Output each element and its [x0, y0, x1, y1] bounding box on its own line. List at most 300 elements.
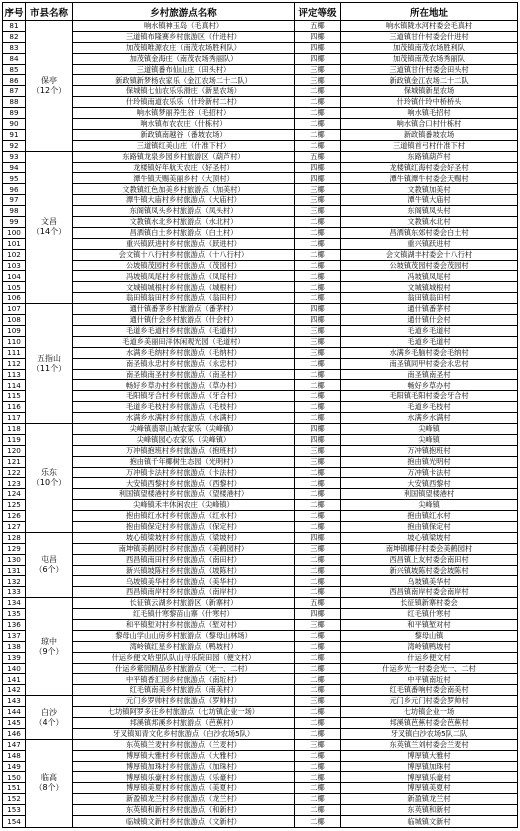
table-row — [3, 304, 518, 315]
grade-cell: 二椰 — [295, 663, 341, 674]
table-row — [3, 315, 518, 326]
row-number: 94 — [3, 162, 26, 173]
grade-cell: 二椰 — [295, 478, 341, 489]
row-number: 125 — [3, 500, 26, 511]
table-row — [3, 652, 518, 663]
grade-cell: 三椰 — [295, 75, 341, 86]
row-number: 91 — [3, 129, 26, 140]
grade-cell: 三椰 — [295, 184, 341, 195]
header-county: 市县名称 — [26, 3, 73, 21]
address-cell: 文城镇城根村 — [341, 282, 518, 293]
grade-cell: 二椰 — [295, 816, 341, 828]
site-name: 七坊镇阿罗多汪乡村旅游点（七坊镇企业一场） — [73, 707, 295, 718]
grade-cell: 二椰 — [295, 554, 341, 565]
site-name: 毛道乡毛道村乡村旅游点（毛道村） — [73, 325, 295, 336]
address-cell: 长征镇新寨村委会 — [341, 598, 518, 609]
grade-cell: 二椰 — [295, 238, 341, 249]
row-number: 97 — [3, 195, 26, 206]
address-cell: 和平镇堑对村 — [341, 619, 518, 630]
address-cell: 南圣镇南圣村 — [341, 369, 518, 380]
row-number: 134 — [3, 598, 26, 609]
county-count: （12个） — [31, 85, 67, 95]
table-row — [3, 478, 518, 489]
grade-cell: 三椰 — [295, 64, 341, 75]
row-number: 98 — [3, 206, 26, 217]
row-number: 95 — [3, 173, 26, 184]
grade-cell: 四椰 — [295, 423, 341, 434]
grade-cell: 二椰 — [295, 565, 341, 576]
site-name: 博厚镇美夏村乡村旅游点（美夏村） — [73, 783, 295, 794]
row-number: 135 — [3, 609, 26, 620]
table-row — [3, 97, 518, 108]
table-row — [3, 489, 518, 500]
address-cell: 三道镇甘什村委会田头村 — [341, 64, 518, 75]
table-row — [3, 75, 518, 86]
site-name: 邦溪镇邦溪乡村旅游点（芭蕉村） — [73, 718, 295, 729]
grade-cell: 三椰 — [295, 619, 341, 630]
table-row — [3, 249, 518, 260]
row-number: 111 — [3, 347, 26, 358]
site-name: 西昌镇南岸村乡村旅游点（南岸村） — [73, 587, 295, 598]
row-number: 123 — [3, 478, 26, 489]
row-number: 136 — [3, 619, 26, 630]
address-cell: 三道镇首弓村什准下村 — [341, 140, 518, 151]
row-number: 89 — [3, 108, 26, 119]
table-row — [3, 260, 518, 271]
grade-cell: 二椰 — [295, 402, 341, 413]
grade-cell: 二椰 — [295, 282, 341, 293]
row-number: 122 — [3, 467, 26, 478]
county-name: 临高 — [41, 773, 57, 783]
grade-cell: 二椰 — [295, 761, 341, 772]
site-name: 湾岭镇红星乡村旅游点（鸭坡村） — [73, 641, 295, 652]
site-name: 抱由镇红水村乡村旅游点（红水村） — [73, 511, 295, 522]
address-cell: 潭牛镇潭牛村委会天赐村 — [341, 173, 518, 184]
row-number: 143 — [3, 696, 26, 707]
county-cell — [26, 532, 73, 597]
site-name: 万冲镇抱班村乡村旅游点（抱班村） — [73, 445, 295, 456]
grade-cell: 二椰 — [295, 293, 341, 304]
address-cell: 毛阳镇毛阳村委会牙合村 — [341, 391, 518, 402]
table-row — [3, 707, 518, 718]
county-count: （4个） — [34, 717, 64, 727]
row-number: 133 — [3, 587, 26, 598]
row-number: 150 — [3, 772, 26, 783]
site-name: 毛阳镇牙合村乡村旅游点（牙合村） — [73, 391, 295, 402]
county-cell — [26, 21, 73, 152]
row-number: 149 — [3, 761, 26, 772]
address-cell: 博厚镇加珠村 — [341, 761, 518, 772]
grade-cell: 二椰 — [295, 391, 341, 402]
row-number: 104 — [3, 271, 26, 282]
site-name: 黎母山学山山房乡村旅游点（黎母山林场） — [73, 630, 295, 641]
site-name: 响水镇神玉岛（毛真村） — [73, 21, 295, 32]
site-name: 加茂镇唯源农庄（南茂农场胜利队） — [73, 42, 295, 53]
row-number: 109 — [3, 325, 26, 336]
row-number: 85 — [3, 64, 26, 75]
table-row — [3, 108, 518, 119]
row-number: 142 — [3, 685, 26, 696]
address-cell: 毛道乡毛道村 — [341, 336, 518, 347]
grade-cell: 三椰 — [295, 347, 341, 358]
grade-cell: 四椰 — [295, 609, 341, 620]
address-cell: 水满乡水满村 — [341, 413, 518, 424]
site-name: 畅好乡草办村乡村旅游点（草办村） — [73, 380, 295, 391]
grade-cell: 四椰 — [295, 532, 341, 543]
table-row — [3, 750, 518, 761]
grade-cell: 三椰 — [295, 543, 341, 554]
table-row — [3, 543, 518, 554]
address-cell: 昌洒镇东郊村委会白土村 — [341, 227, 518, 238]
address-cell: 西昌镇南岸村委会南岸村 — [341, 587, 518, 598]
grade-cell: 二椰 — [295, 772, 341, 783]
row-number: 108 — [3, 315, 26, 326]
grade-cell: 二椰 — [295, 805, 341, 816]
site-name: 和平镇堑对村乡村旅游点（堑对村） — [73, 619, 295, 630]
grade-cell: 二椰 — [295, 217, 341, 228]
site-name: 乌坡镇美华村乡村旅游点（美华村） — [73, 576, 295, 587]
grade-cell: 三椰 — [295, 325, 341, 336]
address-cell: 龙楼镇红海村委会好圣村 — [341, 162, 518, 173]
site-name: 昌洒镇白土乡村旅游点（白土村） — [73, 227, 295, 238]
address-cell: 什运乡光一村委会光一、二村 — [341, 663, 518, 674]
grade-cell: 二椰 — [295, 750, 341, 761]
row-number: 103 — [3, 260, 26, 271]
address-cell: 什玲镇什玲中桥桥头 — [341, 97, 518, 108]
row-number: 102 — [3, 249, 26, 260]
grade-cell: 二椰 — [295, 140, 341, 151]
row-number: 99 — [3, 217, 26, 228]
row-number: 131 — [3, 565, 26, 576]
grade-cell: 二椰 — [295, 511, 341, 522]
row-number: 120 — [3, 445, 26, 456]
table-row — [3, 576, 518, 587]
address-cell: 潭牛镇大庙村 — [341, 195, 518, 206]
site-name: 博厚镇大雅村乡村旅游点（大雅村） — [73, 750, 295, 761]
table-row — [3, 554, 518, 565]
site-name: 保城镇七仙农乐乐滑庄（新星农场） — [73, 86, 295, 97]
address-cell: 会文镇湖丰村委会十八行村 — [341, 249, 518, 260]
row-number: 121 — [3, 456, 26, 467]
header-row — [3, 3, 518, 21]
address-cell: 西昌镇上友村委会南田村 — [341, 554, 518, 565]
address-cell: 大安镇西黎村 — [341, 478, 518, 489]
grade-cell: 二椰 — [295, 97, 341, 108]
header-no: 序号 — [3, 3, 26, 21]
site-name: 重兴镇跃进村乡村旅游点（跃进村） — [73, 238, 295, 249]
site-name: 通什镇番茅乡村旅游点（番茅村） — [73, 304, 295, 315]
site-name: 南圣镇南圣村乡村旅游点（南圣村） — [73, 369, 295, 380]
row-number: 87 — [3, 86, 26, 97]
table-row — [3, 674, 518, 685]
address-cell: 通什镇番茅村 — [341, 304, 518, 315]
site-name: 潭牛镇天赐美丽乡村（大顶村） — [73, 173, 295, 184]
table-row — [3, 423, 518, 434]
address-cell: 冯坡镇凤尾村 — [341, 271, 518, 282]
site-name: 临城镇文新村乡村旅游点（文新村） — [73, 816, 295, 828]
site-name: 响水镇梦丽养生谷（毛招村） — [73, 108, 295, 119]
site-name: 东英镇兰麦村乡村旅游点（兰麦村） — [73, 739, 295, 750]
site-name: 冯坡镇凤尾村乡村旅游点（凤尾村） — [73, 271, 295, 282]
row-number: 92 — [3, 140, 26, 151]
address-cell: 七坊镇企业一场 — [341, 707, 518, 718]
table-row — [3, 238, 518, 249]
grade-cell: 二椰 — [295, 86, 341, 97]
site-name: 文教镇红色加美乡村旅游点（加美村） — [73, 184, 295, 195]
table-row — [3, 391, 518, 402]
site-name: 东路镇龙泉乡园乡村旅游区（葫芦村） — [73, 151, 295, 162]
site-name: 抱由镇千年椰树生态园（光明村） — [73, 456, 295, 467]
row-number: 84 — [3, 53, 26, 64]
county-name: 文昌 — [41, 217, 57, 227]
site-name: 牙叉镇知青文化乡村旅游点（白沙农场5队） — [73, 728, 295, 739]
rural-tourism-table — [2, 2, 518, 828]
site-name: 利国镇望楼港村乡村旅游点（望楼港村） — [73, 489, 295, 500]
county-cell — [26, 598, 73, 696]
row-number: 148 — [3, 750, 26, 761]
table-row — [3, 761, 518, 772]
site-name: 翁田镇翁田村乡村旅游点（翁田村） — [73, 293, 295, 304]
site-name: 潭牛镇大庙村乡村旅游点（大庙村） — [73, 195, 295, 206]
grade-cell: 二椰 — [295, 227, 341, 238]
table-row — [3, 151, 518, 162]
address-cell: 红毛镇番响村委会南美村 — [341, 685, 518, 696]
table-row — [3, 728, 518, 739]
grade-cell: 二椰 — [295, 707, 341, 718]
grade-cell: 二椰 — [295, 521, 341, 532]
table-row — [3, 456, 518, 467]
table-row — [3, 630, 518, 641]
grade-cell: 二椰 — [295, 271, 341, 282]
address-cell: 南圣镇同甲村委会永忠村 — [341, 358, 518, 369]
row-number: 105 — [3, 282, 26, 293]
grade-cell: 二椰 — [295, 728, 341, 739]
site-name: 通什镇什会乡村旅游点（什会村） — [73, 315, 295, 326]
table-row — [3, 86, 518, 97]
row-number: 127 — [3, 521, 26, 532]
grade-cell: 二椰 — [295, 369, 341, 380]
grade-cell: 二椰 — [295, 108, 341, 119]
grade-cell: 四椰 — [295, 315, 341, 326]
table-row — [3, 21, 518, 32]
table-row — [3, 64, 518, 75]
table-row — [3, 772, 518, 783]
row-number: 117 — [3, 413, 26, 424]
grade-cell: 二椰 — [295, 119, 341, 130]
site-name: 大安镇西黎村乡村旅游点（西黎村） — [73, 478, 295, 489]
site-name: 毛道乡美丽田洋休闲观光园（毛道村） — [73, 336, 295, 347]
site-name: 尖峰镇园心农家乐（尖峰镇） — [73, 434, 295, 445]
table-row — [3, 53, 518, 64]
table-row — [3, 532, 518, 543]
table-row — [3, 173, 518, 184]
grade-cell: 二椰 — [295, 489, 341, 500]
grade-cell: 三椰 — [295, 336, 341, 347]
address-cell: 保城镇新星农场 — [341, 86, 518, 97]
grade-cell: 二椰 — [295, 630, 341, 641]
row-number: 130 — [3, 554, 26, 565]
address-cell: 湾岭镇鸭坡村 — [341, 641, 518, 652]
grade-cell: 四椰 — [295, 53, 341, 64]
row-number: 110 — [3, 336, 26, 347]
table-header — [3, 3, 518, 21]
county-cell — [26, 151, 73, 303]
table-row — [3, 206, 518, 217]
site-name: 文教镇水北乡村旅游点（水北村） — [73, 217, 295, 228]
row-number: 96 — [3, 184, 26, 195]
row-number: 113 — [3, 369, 26, 380]
county-cell — [26, 423, 73, 532]
table-row — [3, 129, 518, 140]
grade-cell: 二椰 — [295, 674, 341, 685]
site-name: 中平镇香汇园乡村旅游点（南坵村） — [73, 674, 295, 685]
address-cell: 响水镇合口村什栋村 — [341, 119, 518, 130]
row-number: 107 — [3, 304, 26, 315]
address-cell: 坡心镇梁坡村 — [341, 532, 518, 543]
table-row — [3, 217, 518, 228]
site-name: 红毛镇什寒黎苗山寨（什寒村） — [73, 609, 295, 620]
grade-cell: 四椰 — [295, 173, 341, 184]
address-cell: 博厚镇乐豪村 — [341, 772, 518, 783]
grade-cell: 五椰 — [295, 598, 341, 609]
address-cell: 通什镇什会村 — [341, 315, 518, 326]
site-name: 三道镇番布仙山庄（田头村） — [73, 64, 295, 75]
address-cell: 畅好乡草办村 — [341, 380, 518, 391]
site-name: 万冲镇卡法村乡村旅游点（卡法村） — [73, 467, 295, 478]
county-count: （9个） — [34, 646, 64, 656]
table-row — [3, 619, 518, 630]
address-cell: 加茂镇南茂农场秀丽队 — [341, 53, 518, 64]
header-grade: 评定等级 — [295, 3, 341, 21]
row-number: 128 — [3, 532, 26, 543]
address-cell: 响水镇毛招村 — [341, 108, 518, 119]
site-name: 新盈镇龙兰村乡村旅游点（龙兰村） — [73, 794, 295, 805]
grade-cell: 二椰 — [295, 783, 341, 794]
address-cell: 临城镇文新村 — [341, 816, 518, 828]
site-name: 水满乡水满村乡村旅游点（水满村） — [73, 413, 295, 424]
address-cell: 抱由镇光明村 — [341, 456, 518, 467]
site-name: 西昌镇南田村乡村旅游点（南田村） — [73, 554, 295, 565]
grade-cell: 二椰 — [295, 718, 341, 729]
table-row — [3, 434, 518, 445]
grade-cell: 五椰 — [295, 21, 341, 32]
grade-cell: 二椰 — [295, 380, 341, 391]
address-cell: 三道镇甘什村委会什进村 — [341, 31, 518, 42]
site-name: 什玲镇南道农乐乐（什玲新村二村） — [73, 97, 295, 108]
site-name: 公坡镇茂园村乡村旅游点（茂园村） — [73, 260, 295, 271]
row-number: 93 — [3, 151, 26, 162]
row-number: 115 — [3, 391, 26, 402]
address-cell: 红毛镇什寒村 — [341, 609, 518, 620]
row-number: 129 — [3, 543, 26, 554]
address-cell: 东英镇兰刘村委会兰麦村 — [341, 739, 518, 750]
table-row — [3, 663, 518, 674]
address-cell: 响水镇陇水河村委会毛真村 — [341, 21, 518, 32]
site-name: 红毛镇南美乡村旅游点（南美村） — [73, 685, 295, 696]
address-cell: 什运乡便文村 — [341, 652, 518, 663]
table-row — [3, 293, 518, 304]
grade-cell: 二椰 — [295, 260, 341, 271]
table-row — [3, 184, 518, 195]
row-number: 132 — [3, 576, 26, 587]
address-cell: 博厚镇大雅村 — [341, 750, 518, 761]
grade-cell: 五椰 — [295, 151, 341, 162]
grade-cell: 四椰 — [295, 162, 341, 173]
grade-cell: 三椰 — [295, 445, 341, 456]
table-row — [3, 609, 518, 620]
grade-cell: 四椰 — [295, 434, 341, 445]
site-name: 新政镇南越谷（番坡农场） — [73, 129, 295, 140]
county-count: （6个） — [34, 565, 64, 575]
site-name: 什运乡便文哈里队队山寻乐院田园（便文村） — [73, 652, 295, 663]
county-count: （10个） — [31, 477, 67, 487]
row-number: 126 — [3, 511, 26, 522]
row-number: 118 — [3, 423, 26, 434]
address-cell: 中平镇南坵村 — [341, 674, 518, 685]
table-row — [3, 598, 518, 609]
table-row — [3, 271, 518, 282]
site-name: 东阁镇凤头乡村旅游点（凤头村） — [73, 206, 295, 217]
grade-cell: 二椰 — [295, 794, 341, 805]
county-cell — [26, 696, 73, 740]
row-number: 81 — [3, 21, 26, 32]
site-name: 元门乡罗帅村乡村旅游点（罗帅村） — [73, 696, 295, 707]
table-row — [3, 31, 518, 42]
address-cell: 邦溪镇芭蕉村委会芭蕉村 — [341, 718, 518, 729]
site-name: 会文镇十八行村乡村旅游点（十八行村） — [73, 249, 295, 260]
county-name: 琼中 — [41, 636, 57, 646]
row-number: 114 — [3, 380, 26, 391]
table-row — [3, 783, 518, 794]
address-cell: 东路镇葫芦村 — [341, 151, 518, 162]
site-name: 尖峰镇禾丰休闲农庄（尖峰镇） — [73, 500, 295, 511]
grade-cell: 二椰 — [295, 358, 341, 369]
table-body — [3, 21, 518, 828]
table-row — [3, 369, 518, 380]
table-row — [3, 162, 518, 173]
grade-cell: 二椰 — [295, 652, 341, 663]
table-row — [3, 511, 518, 522]
table-row — [3, 467, 518, 478]
row-number: 141 — [3, 674, 26, 685]
address-cell: 毛道乡毛枝村 — [341, 402, 518, 413]
address-cell: 新政镇番坡农场 — [341, 129, 518, 140]
row-number: 100 — [3, 227, 26, 238]
row-number: 152 — [3, 794, 26, 805]
site-name: 龙楼镇好年航天农庄（好圣村） — [73, 162, 295, 173]
row-number: 153 — [3, 805, 26, 816]
grade-cell: 二椰 — [295, 685, 341, 696]
county-count: （11个） — [31, 363, 67, 373]
row-number: 86 — [3, 75, 26, 86]
address-cell: 博厚镇美夏村 — [341, 783, 518, 794]
site-name: 三道镇红美山庄（什准下村） — [73, 140, 295, 151]
county-name: 白沙 — [41, 707, 57, 717]
address-cell: 文教镇水北村 — [341, 217, 518, 228]
row-number: 90 — [3, 119, 26, 130]
grade-cell: 三椰 — [295, 195, 341, 206]
address-cell: 毛道乡毛道村 — [341, 325, 518, 336]
table-row — [3, 402, 518, 413]
grade-cell: 二椰 — [295, 129, 341, 140]
table-row — [3, 358, 518, 369]
site-name: 什运乡紫园精品乡村旅游点（光一、二村） — [73, 663, 295, 674]
address-cell: 东英镇和新村 — [341, 805, 518, 816]
table-row — [3, 140, 518, 151]
address-cell: 南坤镇椰仔村委会美鹤园村 — [341, 543, 518, 554]
address-cell: 元门乡元门村委会罗帅村 — [341, 696, 518, 707]
site-name: 东英镇和新村乡村旅游点（和新村） — [73, 805, 295, 816]
